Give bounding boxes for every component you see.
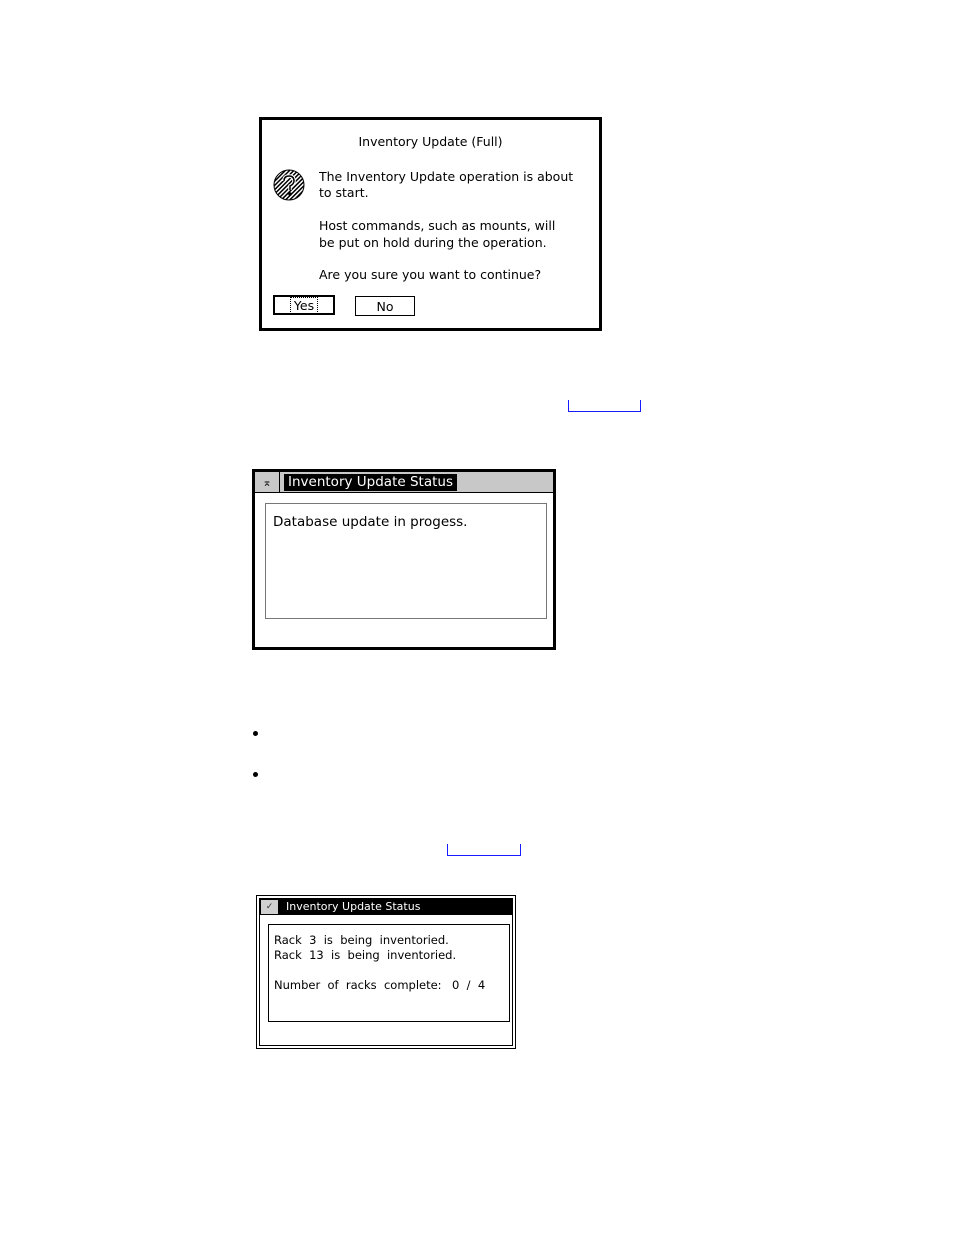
racks-complete-label: Number of racks complete: xyxy=(274,978,442,992)
no-button-label: No xyxy=(376,298,394,314)
inventory-update-status-window xyxy=(252,469,556,650)
dialog-message-line: The Inventory Update operation is about xyxy=(319,169,574,184)
status-message: Database update in progess. xyxy=(273,514,468,530)
window-frame xyxy=(259,898,513,1046)
yes-button-label: Yes xyxy=(290,297,318,314)
status-panel xyxy=(265,503,547,619)
dialog-question: Are you sure you want to continue? xyxy=(319,267,542,282)
window-title: Inventory Update Status xyxy=(284,474,457,491)
status-panel xyxy=(268,924,510,1022)
no-button[interactable] xyxy=(355,296,415,316)
dialog-message-line: Host commands, such as mounts, will xyxy=(319,218,556,233)
system-menu-icon[interactable]: ✓ xyxy=(261,900,278,914)
question-icon xyxy=(273,169,305,201)
dialog-message-line: be put on hold during the operation. xyxy=(319,235,547,250)
title-bar xyxy=(255,472,553,493)
dialog-title: Inventory Update (Full) xyxy=(358,134,503,149)
figure-link[interactable] xyxy=(447,844,521,856)
bullet-icon xyxy=(253,731,258,736)
rack-status-line: Rack 3 is being inventoried. xyxy=(274,933,449,947)
inventory-update-status-window xyxy=(256,895,516,1049)
inventory-update-confirm-dialog xyxy=(259,117,602,331)
dialog-message-line: to start. xyxy=(319,185,369,200)
title-bar xyxy=(260,899,512,915)
bullet-icon xyxy=(253,772,258,777)
figure-link[interactable] xyxy=(568,400,641,412)
system-menu-icon[interactable]: ⌅ xyxy=(255,472,280,492)
yes-button[interactable] xyxy=(273,295,335,315)
racks-complete-value: 0 / 4 xyxy=(452,978,486,992)
window-title: Inventory Update Status xyxy=(286,900,421,913)
rack-status-line: Rack 13 is being inventoried. xyxy=(274,948,457,962)
